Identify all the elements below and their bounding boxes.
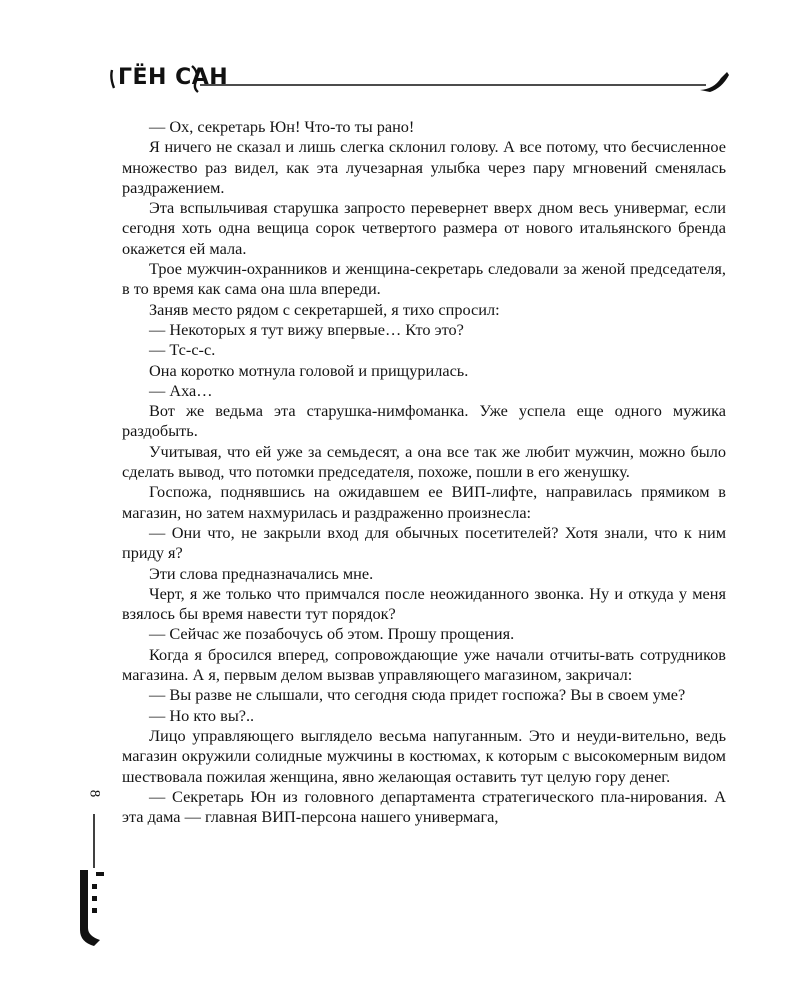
paragraph: — Но кто вы?..: [149, 705, 255, 725]
paragraph: Эти слова предназначались мне.: [149, 563, 374, 583]
paragraph: Учитывая, что ей уже за семьдесят, а она все так же любит мужчин, можно было сделать вывод, что потомки председателя, похоже, пошли в его женушку.: [122, 441, 726, 482]
paragraph: Вот же ведьма эта старушка-нимфоманка. Уже успела еще одного мужика раздобыть.: [122, 401, 726, 441]
body-text: [122, 117, 726, 827]
paragraph: Госпожа, поднявшись на ожидавшем ее ВИП-лифте, направилась прямиком в магазин, но затем нахмурилась и раздраженно произнесла:: [122, 482, 726, 522]
paragraph: — Секретарь Юн из головного департамента стратегического пла-нирования. А эта дама — главная ВИП-персона нашего универмага,: [122, 786, 726, 827]
paragraph: — Тс-с-с.: [149, 340, 216, 360]
paragraph: Она коротко мотнула головой и прищурилась.: [149, 360, 469, 380]
paragraph: — Некоторых я тут вижу впервые… Кто это?: [149, 319, 464, 339]
paragraph: Лицо управляющего выглядело весьма напуганным. Это и неуди-вительно, ведь магазин окружили солидные мужчины в костюмах, к которым с высокомерным видом шествовала пожилая женщина, явно желающая оставить тут целую гору денег.: [122, 725, 726, 786]
paragraph: Эта вспыльчивая старушка запросто перевернет вверх дном весь универмаг, если сегодня хоть одна вещица сорок четвертого размера от нового итальянского бренда окажется ей мала.: [122, 198, 726, 258]
page-number: 8: [86, 789, 103, 798]
paragraph: Когда я бросился вперед, сопровождающие уже начали отчиты-вать сотрудников магазина. А я, первым делом вызвав управляющего магазином, закричал:: [122, 644, 726, 685]
running-header: [110, 62, 730, 102]
paragraph: — Они что, не закрыли вход для обычных посетителей? Хотя знали, что к ним приду я?: [122, 522, 726, 563]
paragraph: — Аха…: [149, 380, 213, 400]
paragraph: Черт, я же только что примчался после неожиданного звонка. Ну и откуда у меня взялось бы время навести тут порядок?: [122, 583, 726, 624]
paragraph: — Сейчас же позабочусь об этом. Прошу прощения.: [149, 624, 515, 644]
paragraph: Заняв место рядом с секретаршей, я тихо спросил:: [149, 299, 500, 319]
paragraph: Трое мужчин-охранников и женщина-секретарь следовали за женой председателя, в то время как сама она шла впереди.: [122, 259, 726, 299]
author-name: ГЁН САН: [118, 65, 229, 90]
paragraph: Я ничего не сказал и лишь слегка склонил голову. А все потому, что бесчисленное множество раз видел, как эта лучезарная улыбка через пару мгновений сменялась раздражением.: [122, 137, 726, 197]
margin-ornament: [74, 780, 114, 960]
paragraph: — Ох, секретарь Юн! Что-то ты рано!: [149, 117, 415, 136]
paragraph: — Вы разве не слышали, что сегодня сюда придет госпожа? Вы в своем уме?: [149, 685, 686, 705]
